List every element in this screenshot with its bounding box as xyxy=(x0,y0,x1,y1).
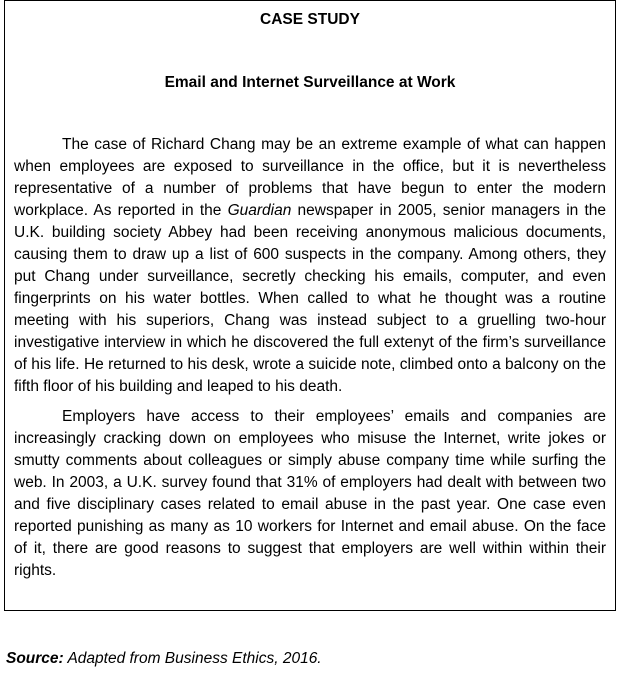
paragraph-1-text-start: The case of Richard Chang may be an extreme example of what can happen when employees are exposed to surveillance in the office, but it is nevertheless representative of a number of problems that have begun to enter the modern workplace. As reported in the xyxy=(14,136,606,219)
case-paragraph-1 xyxy=(14,134,606,398)
case-study-heading: CASE STUDY xyxy=(260,11,360,28)
source-text: Adapted from Business Ethics, 2016. xyxy=(63,650,322,667)
source-citation xyxy=(6,650,322,668)
case-paragraph-2: Employers have access to their employees’ emails and companies are increasingly cracking down on employees who misuse the Internet, write jokes or smutty comments about colleagues or simply abuse company time while surfing the web. In 2003, a U.K. survey found that 31% of employers had dealt with between two and five disciplinary cases related to email abuse in the past year. One case even reported punishing as many as 10 workers for Internet and email abuse. On the face of it, there are good reasons to suggest that employers are well within within their rights. xyxy=(14,408,606,579)
paragraph-1-text-end: newspaper in 2005, senior managers in the U.K. building society Abbey had been receiving anonymous malicious documents, causing them to draw up a list of 600 suspects in the company. Among others, they put Chang under surveillance, secretly checking his emails, computer, and even fingerprints on his water bottles. When called to what he thought was a routine meeting with his superiors, Chang was instead subject to a gruelling two-hour investigative interview in which he discovered the full extenyt of the firm’s surveillance of his life. He returned to his desk, wrote a suicide note, climbed onto a balcony on the fifth floor of his building and leaped to his death. xyxy=(14,202,607,395)
source-label: Source: xyxy=(6,650,64,667)
case-study-box xyxy=(4,0,616,611)
case-study-title: Email and Internet Surveillance at Work xyxy=(164,74,456,91)
newspaper-name: Guardian xyxy=(227,202,292,219)
